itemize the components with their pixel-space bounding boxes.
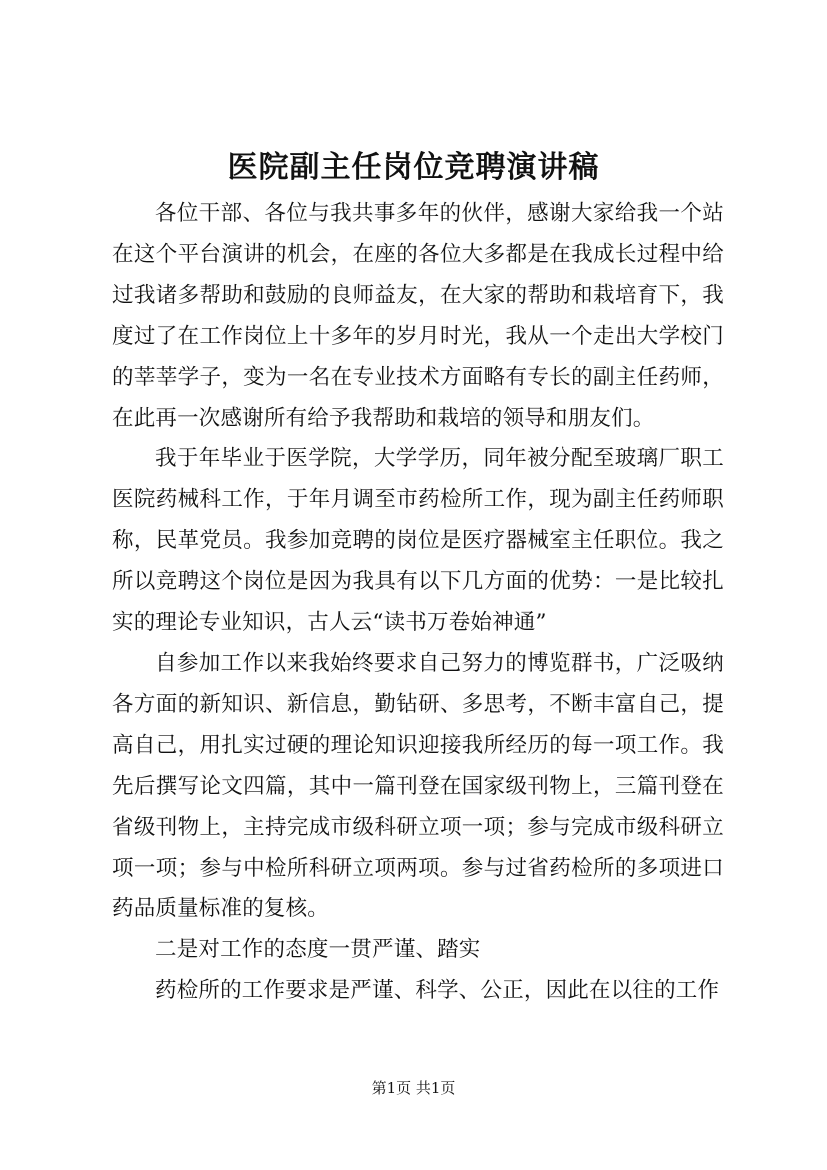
document-body	[112, 194, 724, 1012]
document-title: 医院副主任岗位竞聘演讲稿	[227, 150, 600, 185]
paragraph-3: 自参加工作以来我始终要求自己努力的博览群书，广泛吸纳各方面的新知识、新信息，勤钻研、多思考，不断丰富自己，提高自己，用扎实过硬的理论知识迎接我所经历的每一项工作。我先后撰写论文四篇，其中一篇刊登在国家级刊物上，三篇刊登在省级刊物上，主持完成市级科研立项一项；参与完成市级科研立项一项；参与中检所科研立项两项。参与过省药检所的多项进口药品质量标准的复核。	[112, 650, 724, 922]
paragraph-4: 二是对工作的态度一贯严谨、踏实	[155, 937, 481, 963]
paragraph-2: 我于年毕业于医学院，大学学历，同年被分配至玻璃厂职工医院药械科工作，于年月调至市药检所工作，现为副主任药师职称，民革党员。我参加竞聘的岗位是医疗器械室主任职位。我之所以竞聘这个岗位是因为我具有以下几方面的优势：一是比较扎实的理论专业知识，古人云“读书万卷始神通”	[112, 446, 724, 636]
paragraph-1: 各位干部、各位与我共事多年的伙伴，感谢大家给我一个站在这个平台演讲的机会，在座的各位大多都是在我成长过程中给过我诸多帮助和鼓励的良师益友，在大家的帮助和栽培育下，我度过了在工作岗位上十多年的岁月时光，我从一个走出大学校门的莘莘学子，变为一名在专业技术方面略有专长的副主任药师，在此再一次感谢所有给予我帮助和栽培的领导和朋友们。	[112, 201, 724, 431]
paragraph-5: 药检所的工作要求是严谨、科学、公正，因此在以往的工作	[155, 978, 720, 1004]
page-number-footer: 第1页 共1页	[371, 1079, 456, 1097]
